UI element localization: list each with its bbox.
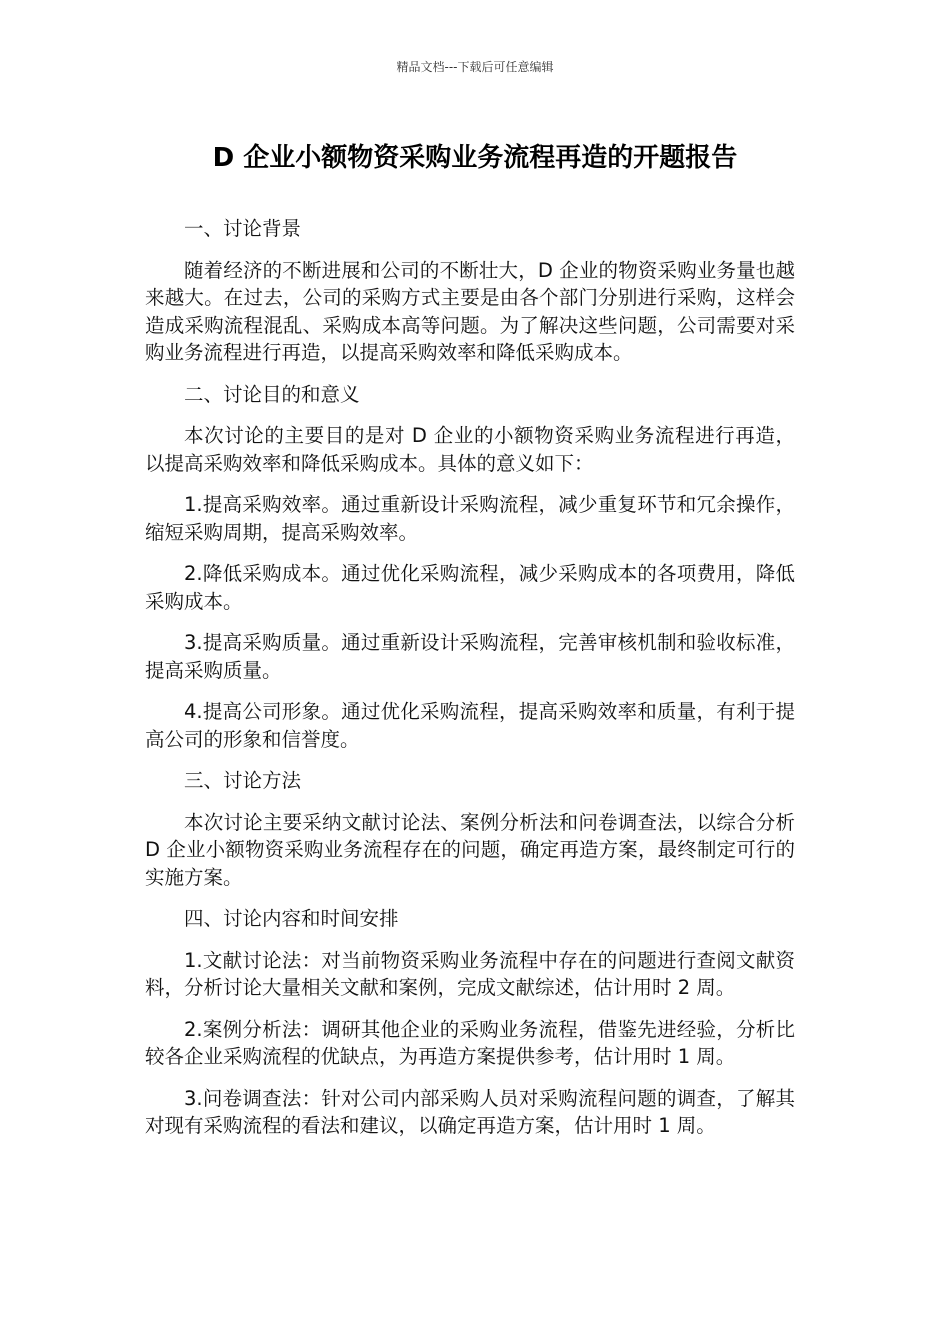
paragraph-schedule-item-1: 1.文献讨论法：对当前物资采购业务流程中存在的问题进行查阅文献资料，分析讨论大量相关文献和案例，完成文献综述，估计用时 2 周。: [145, 948, 795, 999]
document-body: [145, 215, 795, 1154]
section-heading-methods: 三、讨论方法: [184, 769, 302, 792]
paragraph-methods: 本次讨论主要采纳文献讨论法、案例分析法和问卷调查法，以综合分析 D 企业小额物资采购业务流程存在的问题，确定再造方案，最终制定可行的实施方案。: [145, 810, 795, 889]
section-heading-schedule: 四、讨论内容和时间安排: [184, 907, 399, 930]
paragraph-purpose-item-4: 4.提高公司形象。通过优化采购流程，提高采购效率和质量，有利于提高公司的形象和信誉度。: [145, 700, 795, 751]
paragraph-purpose-intro: 本次讨论的主要目的是对 D 企业的小额物资采购业务流程进行再造，以提高采购效率和降低采购成本。具体的意义如下：: [145, 424, 795, 475]
paragraph-purpose-item-3: 3.提高采购质量。通过重新设计采购流程，完善审核机制和验收标准，提高采购质量。: [145, 631, 795, 682]
paragraph-purpose-item-2: 2.降低采购成本。通过优化采购流程，减少采购成本的各项费用，降低采购成本。: [145, 562, 795, 613]
document-title: D 企业小额物资采购业务流程再造的开题报告: [212, 143, 738, 173]
paragraph-background: 随着经济的不断进展和公司的不断壮大，D 企业的物资采购业务量也越来越大。在过去，公司的采购方式主要是由各个部门分别进行采购，这样会造成采购流程混乱、采购成本高等问题。为了解决这些问题，公司需要对采购业务流程进行再造，以提高采购效率和降低采购成本。: [145, 258, 795, 364]
paragraph-purpose-item-1: 1.提高采购效率。通过重新设计采购流程，减少重复环节和冗余操作，缩短采购周期，提高采购效率。: [145, 493, 795, 544]
section-heading-background: 一、讨论背景: [184, 217, 302, 240]
paragraph-schedule-item-3: 3.问卷调查法：针对公司内部采购人员对采购流程问题的调查，了解其对现有采购流程的看法和建议，以确定再造方案，估计用时 1 周。: [145, 1086, 795, 1137]
header-note: 精品文档---下载后可任意编辑: [396, 60, 554, 74]
paragraph-schedule-item-2: 2.案例分析法：调研其他企业的采购业务流程，借鉴先进经验，分析比较各企业采购流程的优缺点，为再造方案提供参考，估计用时 1 周。: [145, 1017, 795, 1068]
section-heading-purpose: 二、讨论目的和意义: [184, 382, 360, 406]
